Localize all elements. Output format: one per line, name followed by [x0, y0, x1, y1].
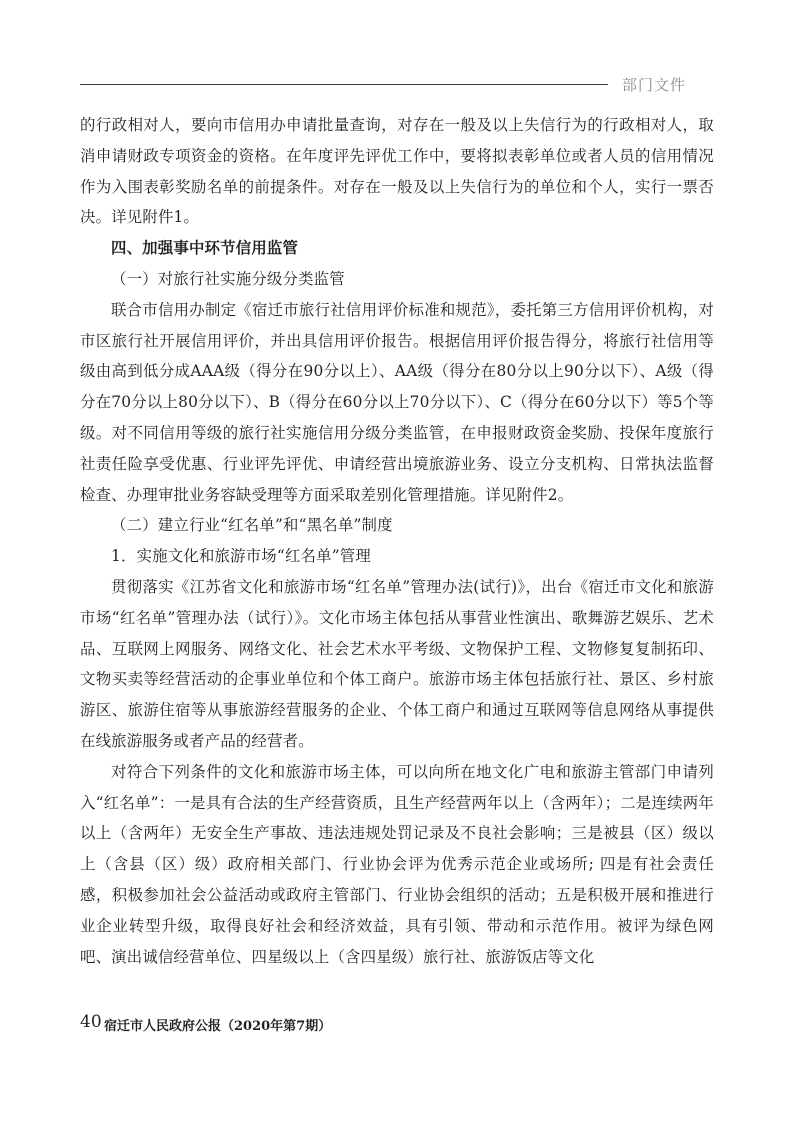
paragraph: 联合市信用办制定《宿迁市旅行社信用评价标准和规范》，委托第三方信用评价机构，对市区旅行社开展信用评价，并出具信用评价报告。根据信用评价报告得分，将旅行社信用等级由高到低分成AAA级（得分在90分以上）、AA级（得分在80分以上90分以下）、A级（得分在70分以上80分以下）、B（得分在60分以上70分以下）、C（得分在60分以下）等5个等级。对不同信用等级的旅行社实施信用分级分类监管，在申报财政资金奖励、投保年度旅行社责任险享受优惠、行业评先评优、申请经营出境旅游业务、设立分支机构、日常执法监督检查、办理审批业务容缺受理等方面采取差别化管理措施。详见附件2。: [80, 300, 714, 504]
subsection-heading: （二）建立行业“红名单”和“黑名单”制度: [111, 516, 393, 535]
body-text: [80, 110, 714, 972]
item-heading: 1．实施文化和旅游市场“红名单”管理: [111, 547, 371, 566]
page-number: 40: [80, 1012, 102, 1032]
paragraph: 贯彻落实《江苏省文化和旅游市场“红名单”管理办法(试行)》，出台《宿迁市文化和旅游市场“红名单”管理办法（试行）》。文化市场主体包括从事营业性演出、歌舞游艺娱乐、艺术品、互联网上网服务、网络文化、社会艺术水平考级、文物保护工程、文物修复复制拓印、文物买卖等经营活动的企事业单位和个体工商户。旅游市场主体包括旅行社、景区、乡村旅游区、旅游住宿等从事旅游经营服务的企业、个体工商户和通过互联网等信息网络从事提供在线旅游服务或者产品的经营者。: [80, 577, 714, 750]
publication-title: 宿迁市人民政府公报（2020年第7期）: [104, 1019, 332, 1034]
paragraph-continued: 的行政相对人，要向市信用办申请批量查询，对存在一般及以上失信行为的行政相对人，取消申请财政专项资金的资格。在年度评先评优工作中，要将拟表彰单位或者人员的信用情况作为入围表彰奖励名单的前提条件。对存在一般及以上失信行为的单位和个人，实行一票否决。详见附件1。: [80, 116, 714, 227]
section-heading: 四、加强事中环节信用监管: [111, 239, 299, 258]
section-label: 部门文件: [622, 76, 687, 94]
subsection-heading: （一）对旅行社实施分级分类监管: [111, 269, 345, 288]
paragraph: 对符合下列条件的文化和旅游市场主体，可以向所在地文化广电和旅游主管部门申请列入“红名单”：一是具有合法的生产经营资质，且生产经营两年以上（含两年）；二是连续两年以上（含两年）无安全生产事故、违法违规处罚记录及不良社会影响；三是被县（区）级以上（含县（区）级）政府相关部门、行业协会评为优秀示范企业或场所; 四是有社会责任感，积极参加社会公益活动或政府主管部门、行业协会组织的活动；五是积极开展和推进行业企业转型升级，取得良好社会和经济效益，具有引领、带动和示范作用。被评为绿色网吧、演出诚信经营单位、四星级以上（含四星级）旅行社、旅游饭店等文化: [80, 762, 714, 966]
header-rule: [80, 84, 608, 85]
